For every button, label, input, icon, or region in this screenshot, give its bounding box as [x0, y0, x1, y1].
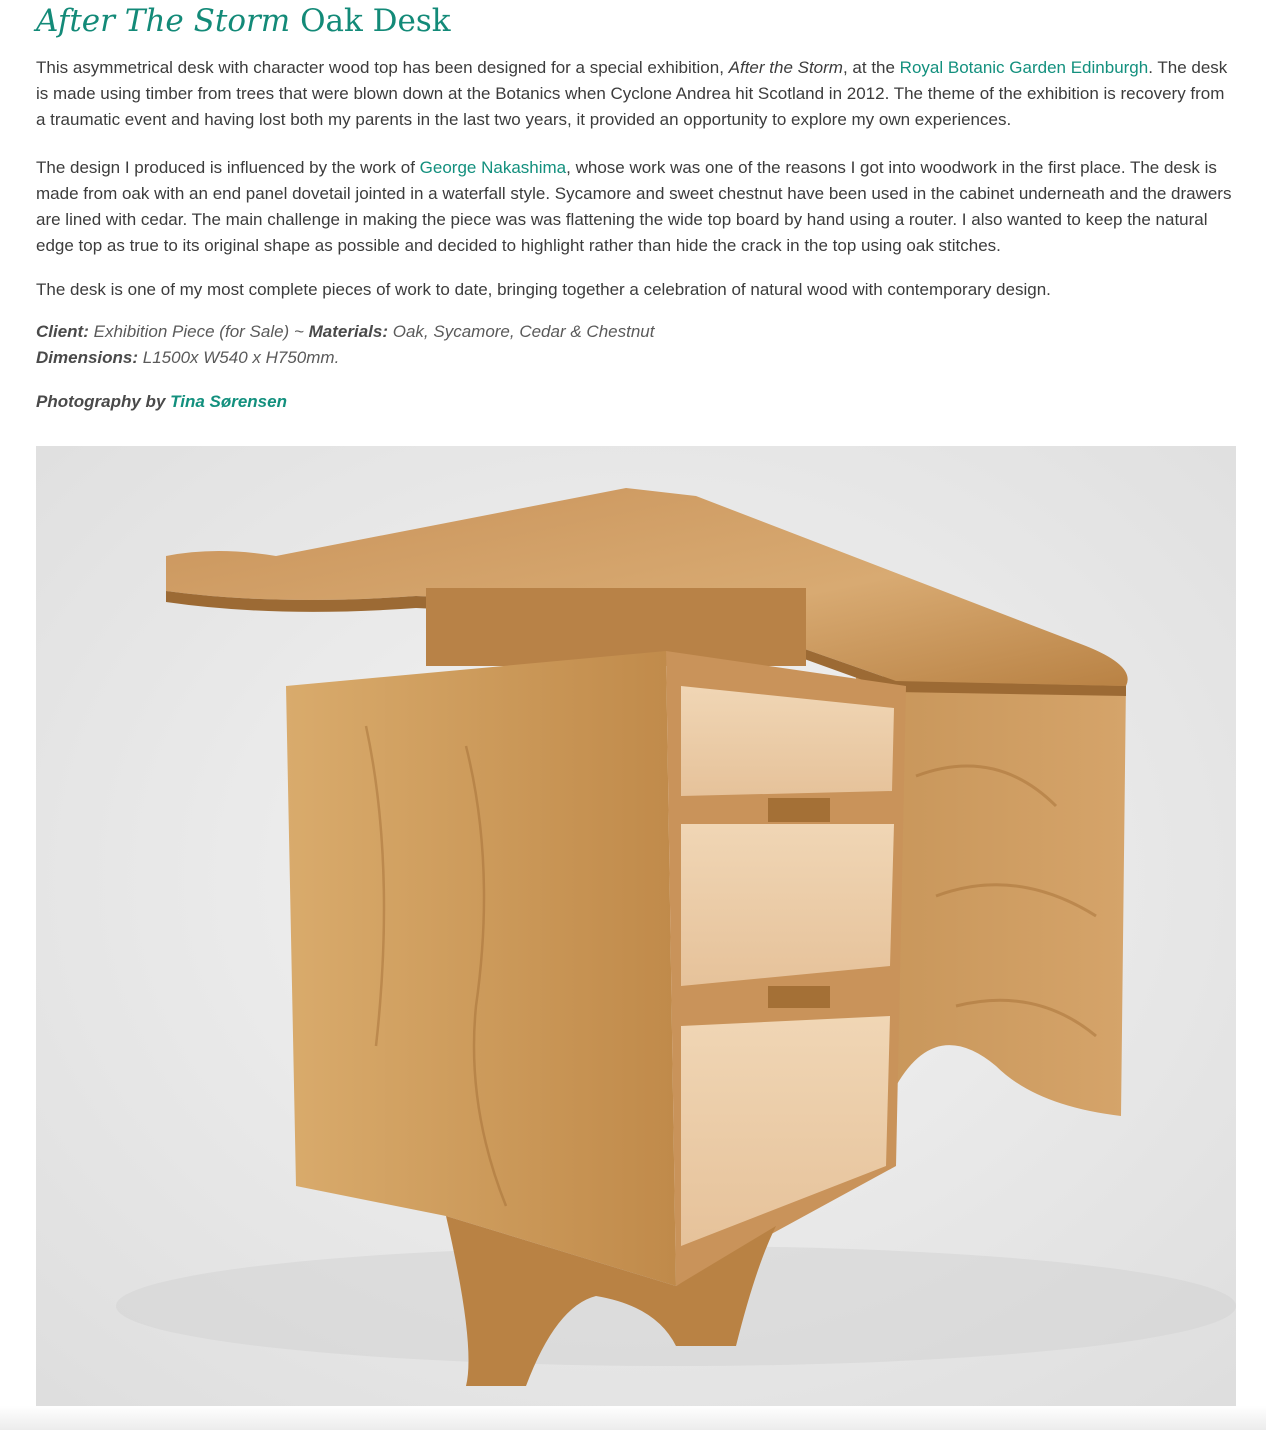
title-italic: After The Storm [36, 3, 291, 39]
dimensions-label: Dimensions: [36, 348, 139, 367]
bottom-fade [0, 1406, 1266, 1430]
drawer-pull-1 [768, 798, 830, 822]
intro-text-2: , at the [842, 58, 900, 77]
desk-photo [36, 446, 1236, 1406]
page-title [36, 2, 451, 40]
client-label: Client: [36, 322, 89, 341]
meta-client-materials [36, 319, 654, 345]
paragraph-summary: The desk is one of my most complete pieces of work to date, bringing together a celebration of natural wood with contemporary design. [36, 280, 1051, 299]
george-nakashima-link[interactable]: George Nakashima [419, 158, 567, 177]
design-text-2: , whose work was one of the reasons I got into woodwork in the first place. The desk is made from oak with an end panel dovetail jointed in a waterfall style. Sycamore and sweet chestnut have been used in the cabinet underneath and the drawers are lined with cedar. The main challenge in making the piece was was flattening the wide top board by hand using a router. I also wanted to keep the natural edge top as true to its original shape as possible and decided to highlight rather than hide the crack in the top using oak stitches. [36, 158, 1232, 255]
royal-botanic-garden-link[interactable]: Royal Botanic Garden Edinburgh [899, 58, 1149, 77]
photographer-link[interactable]: Tina Sørensen [170, 392, 287, 411]
photo-credit [36, 389, 287, 415]
materials-label: Materials: [308, 322, 388, 341]
intro-text-3: . The desk is made using timber from trees that were blown down at the Botanics when Cyclone Andrea hit Scotland in 2012. The theme of the exhibition is recovery from a traumatic event and having lost both my parents in the last two years, it provided an opportunity to explore my own experiences. [36, 58, 1228, 129]
meta-dimensions [36, 345, 339, 371]
materials-value: Oak, Sycamore, Cedar & Chestnut [392, 322, 655, 341]
dimensions-value: L1500x W540 x H750mm. [142, 348, 340, 367]
paragraph-intro [36, 55, 1232, 133]
desk-illustration [36, 446, 1236, 1406]
meta-separator: ~ [293, 322, 304, 341]
drawer-middle [681, 824, 894, 986]
design-text-1: The design I produced is influenced by the work of [36, 158, 420, 177]
photo-credit-label: Photography by [36, 392, 166, 411]
title-rest: Oak Desk [300, 3, 451, 39]
client-value: Exhibition Piece (for Sale) [93, 322, 290, 341]
paragraph-design [36, 155, 1232, 259]
top-support [426, 588, 806, 666]
drawer-pull-2 [768, 986, 830, 1008]
intro-text-1: This asymmetrical desk with character wood top has been designed for a special exhibition, [36, 58, 729, 77]
exhibition-name: After the Storm [728, 58, 843, 77]
